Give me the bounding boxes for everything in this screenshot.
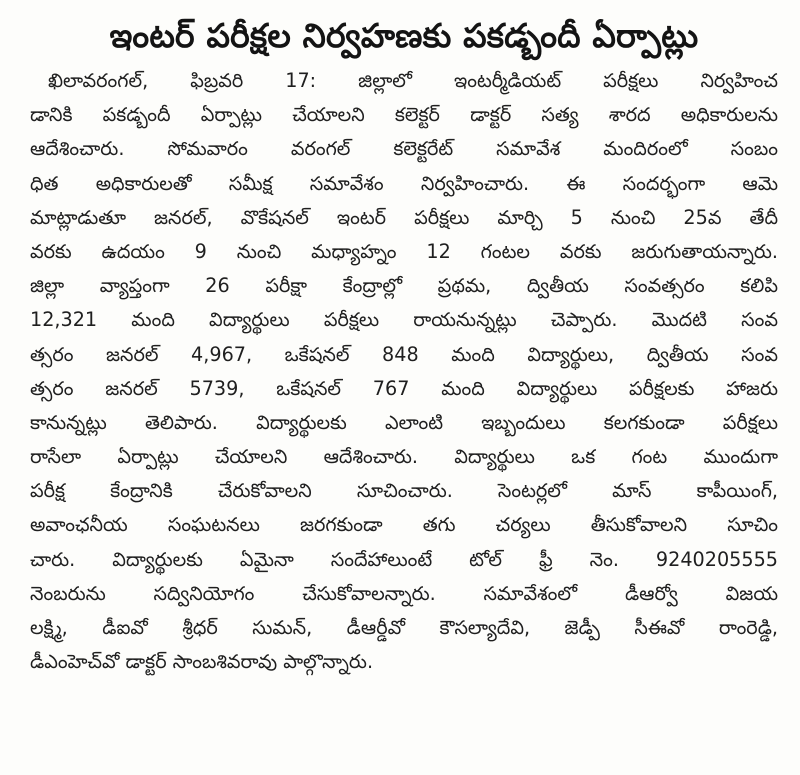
article-line: ధిత అధికారులతో సమీక్ష సమావేశం నిర్వహించారు. ఈ సందర్భంగా ఆమె xyxy=(30,171,778,195)
article-line: పరీక్ష కేంద్రానికి చేరుకోవాలని సూచించారు. సెంటర్లలో మాస్‌ కాపీయింగ్‌, xyxy=(30,479,778,503)
article-line: కానున్నట్లు తెలిపారు. విద్యార్థులకు ఎలాంటి ఇబ్బందులు కలగకుండా పరీక్షలు xyxy=(30,410,778,434)
article-line: వరకు ఉదయం 9 నుంచి మధ్యాహ్నం 12 గంటల వరకు జరుగుతాయన్నారు. xyxy=(30,239,778,263)
article-line: త్సరం జనరల్‌ 4,967, ఒకేషనల్‌ 848 మంది విద్యార్థులు, ద్వితీయ సంవ xyxy=(30,342,778,366)
article-line: త్సరం జనరల్‌ 5739, ఒకేషనల్‌ 767 మంది విద్యార్థులు పరీక్షలకు హాజరు xyxy=(30,376,778,400)
article-body xyxy=(30,64,778,679)
article-line: 12,321 మంది విద్యార్థులు పరీక్షలు రాయనున్నట్లు చెప్పారు. మొదటి సంవ xyxy=(30,308,778,332)
article-line: డానికి పకడ్బందీ ఏర్పాట్లు చేయాలని కలెక్టర్‌ డాక్టర్‌ సత్య శారద అధికారులను xyxy=(30,103,778,127)
headline: ఇంటర్‌ పరీక్షల నిర్వహణకు పకడ్బందీ ఏర్పాట్లు xyxy=(109,16,699,55)
article-line: చారు. విద్యార్థులకు ఏమైనా సందేహాలుంటే టోల్‌ ఫ్రీ నెం. 9240205555 xyxy=(30,547,778,571)
article-line: అవాంఛనీయ సంఘటనలు జరగకుండా తగు చర్యలు తీసుకోవాలని సూచిం xyxy=(30,513,778,537)
article-line: రాసేలా ఏర్పాట్లు చేయాలని ఆదేశించారు. విద్యార్థులు ఒక గంట ముందుగా xyxy=(30,445,778,469)
article-line: మాట్లాడుతూ జనరల్‌, వొకేషనల్‌ ఇంటర్‌ పరీక్షలు మార్చి 5 నుంచి 25వ తేదీ xyxy=(30,205,778,229)
article-line: డీఎంహెచ్‌వో డాక్టర్‌ సాంబశివరావు పాల్గొన్నారు. xyxy=(30,650,374,674)
article-line: జిల్లా వ్యాప్తంగా 26 పరీక్షా కేంద్రాల్లో ప్రథమ, ద్వితీయ సంవత్సరం కలిపి xyxy=(30,274,778,298)
article-line: లక్ష్మి, డీఐవో శ్రీధర్‌ సుమన్‌, డీఆర్డీవో కౌసల్యాదేవి, జెడ్పీ సీఈవో రాంరెడ్డి, xyxy=(30,616,778,639)
article-line: ఆదేశించారు. సోమవారం వరంగల్‌ కలెక్టరేట్‌ సమావేశ మందిరంలో సంబం xyxy=(30,137,778,161)
article-line: ఖిలావరంగల్‌, ఫిబ్రవరి 17: జిల్లాలో ఇంటర్మీడియట్‌ పరీక్షలు నిర్వహించ xyxy=(48,69,778,92)
article-line: నెంబరును సద్వినియోగం చేసుకోవాలన్నారు. సమావేశంలో డీఆర్వో విజయ xyxy=(30,581,778,605)
